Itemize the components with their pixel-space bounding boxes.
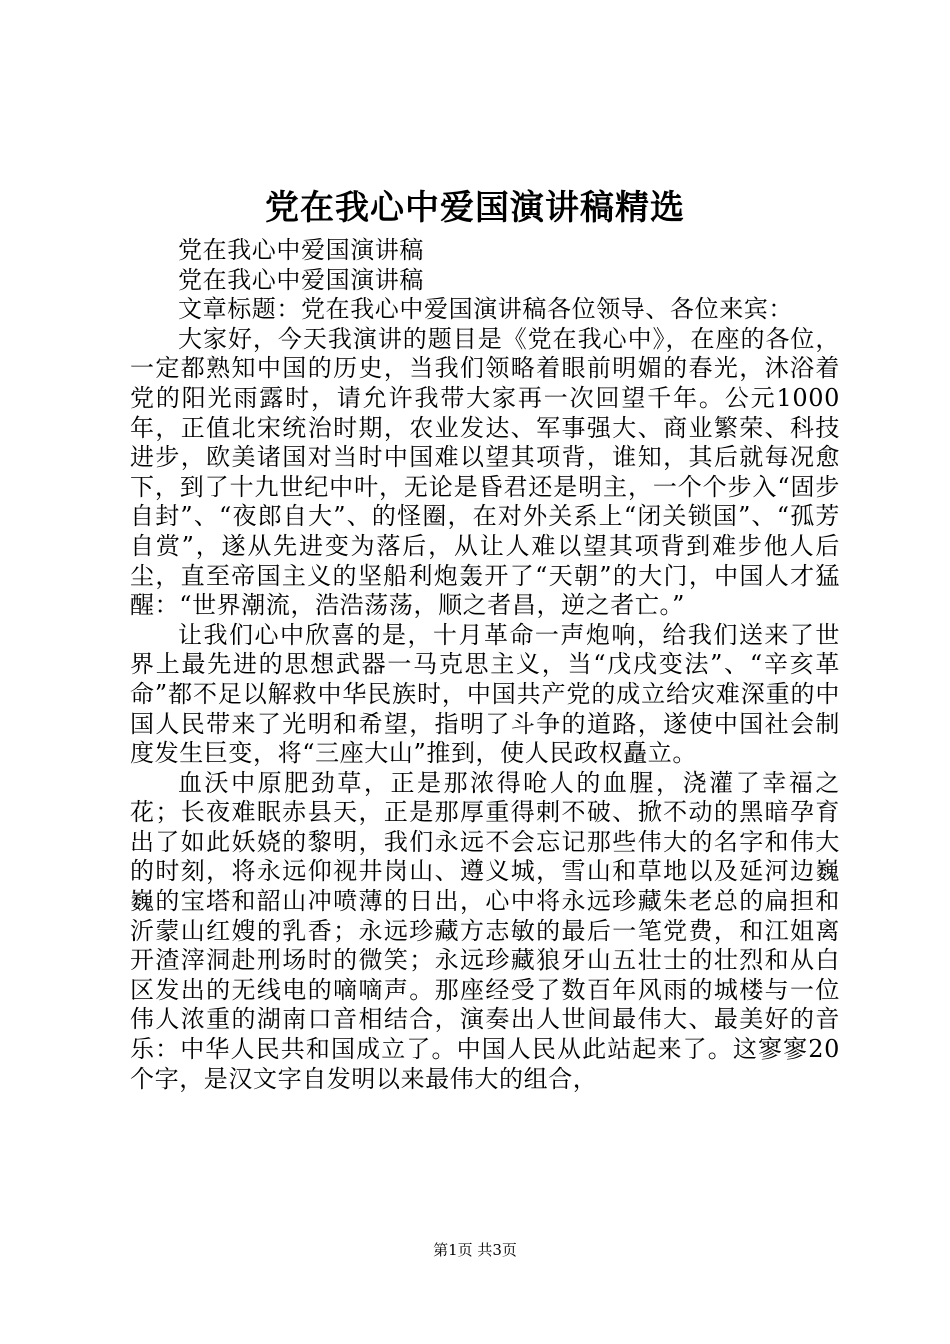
paragraph: 让我们心中欣喜的是，十月革命一声炮响，给我们送来了世界上最先进的思想武器一马克思主义，当“戊戌变法”、“辛亥革命”都不足以解救中华民族时，中国共产党的成立给灾难深重的中国人民带来了光明和希望，指明了斗争的道路，遂使中国社会制度发生巨变，将“三座大山”推到，使人民政权矗立。 [130,620,840,768]
paragraph: 文章标题：党在我心中爱国演讲稿各位领导、各位来宾： [178,295,793,324]
paragraph: 血沃中原肥劲草，正是那浓得呛人的血腥，浇灌了幸福之花；长夜难眠赤县天，正是那厚重得剌不破、掀不动的黑暗孕育出了如此妖娆的黎明，我们永远不会忘记那些伟大的名字和伟大的时刻，将永远仰视井岗山、遵义城，雪山和草地以及延河边巍巍的宝塔和韶山冲喷薄的日出，心中将永远珍藏朱老总的扁担和沂蒙山红嫂的乳香；永远珍藏方志敏的最后一笔党费，和江姐离开渣滓洞赴刑场时的微笑；永远珍藏狼牙山五壮士的壮烈和从白区发出的无线电的嘀嘀声。那座经受了数百年风雨的城楼与一位伟人浓重的湖南口音相结合，演奏出人世间最伟大、最美好的音乐：中华人民共和国成立了。中国人民从此站起来了。这寥寥20个字，是汉文字自发明以来最伟大的组合， [130,768,840,1093]
paragraph: 党在我心中爱国演讲稿 [178,265,424,294]
paragraph: 党在我心中爱国演讲稿 [178,236,424,264]
document-body [130,236,840,1094]
paragraph: 大家好，今天我演讲的题目是《党在我心中》，在座的各位，一定都熟知中国的历史，当我们领略着眼前明媚的春光，沐浴着党的阳光雨露时，请允许我带大家再一次回望千年。公元1000年，正值北宋统治时期，农业发达、军事强大、商业繁荣、科技进步，欧美诸国对当时中国难以望其项背，谁知，其后就每况愈下，到了十九世纪中叶，无论是昏君还是明主，一个个步入“固步自封”、“夜郎自大”、的怪圈，在对外关系上“闭关锁国”、“孤芳自赏”，遂从先进变为落后，从让人难以望其项背到难步他人后尘，直至帝国主义的坚船利炮轰开了“天朝”的大门，中国人才猛醒：“世界潮流，浩浩荡荡，顺之者昌，逆之者亡。” [130,324,840,620]
page-footer: 第1页 共3页 [433,1241,517,1259]
document-title: 党在我心中爱国演讲稿精选 [265,188,685,228]
